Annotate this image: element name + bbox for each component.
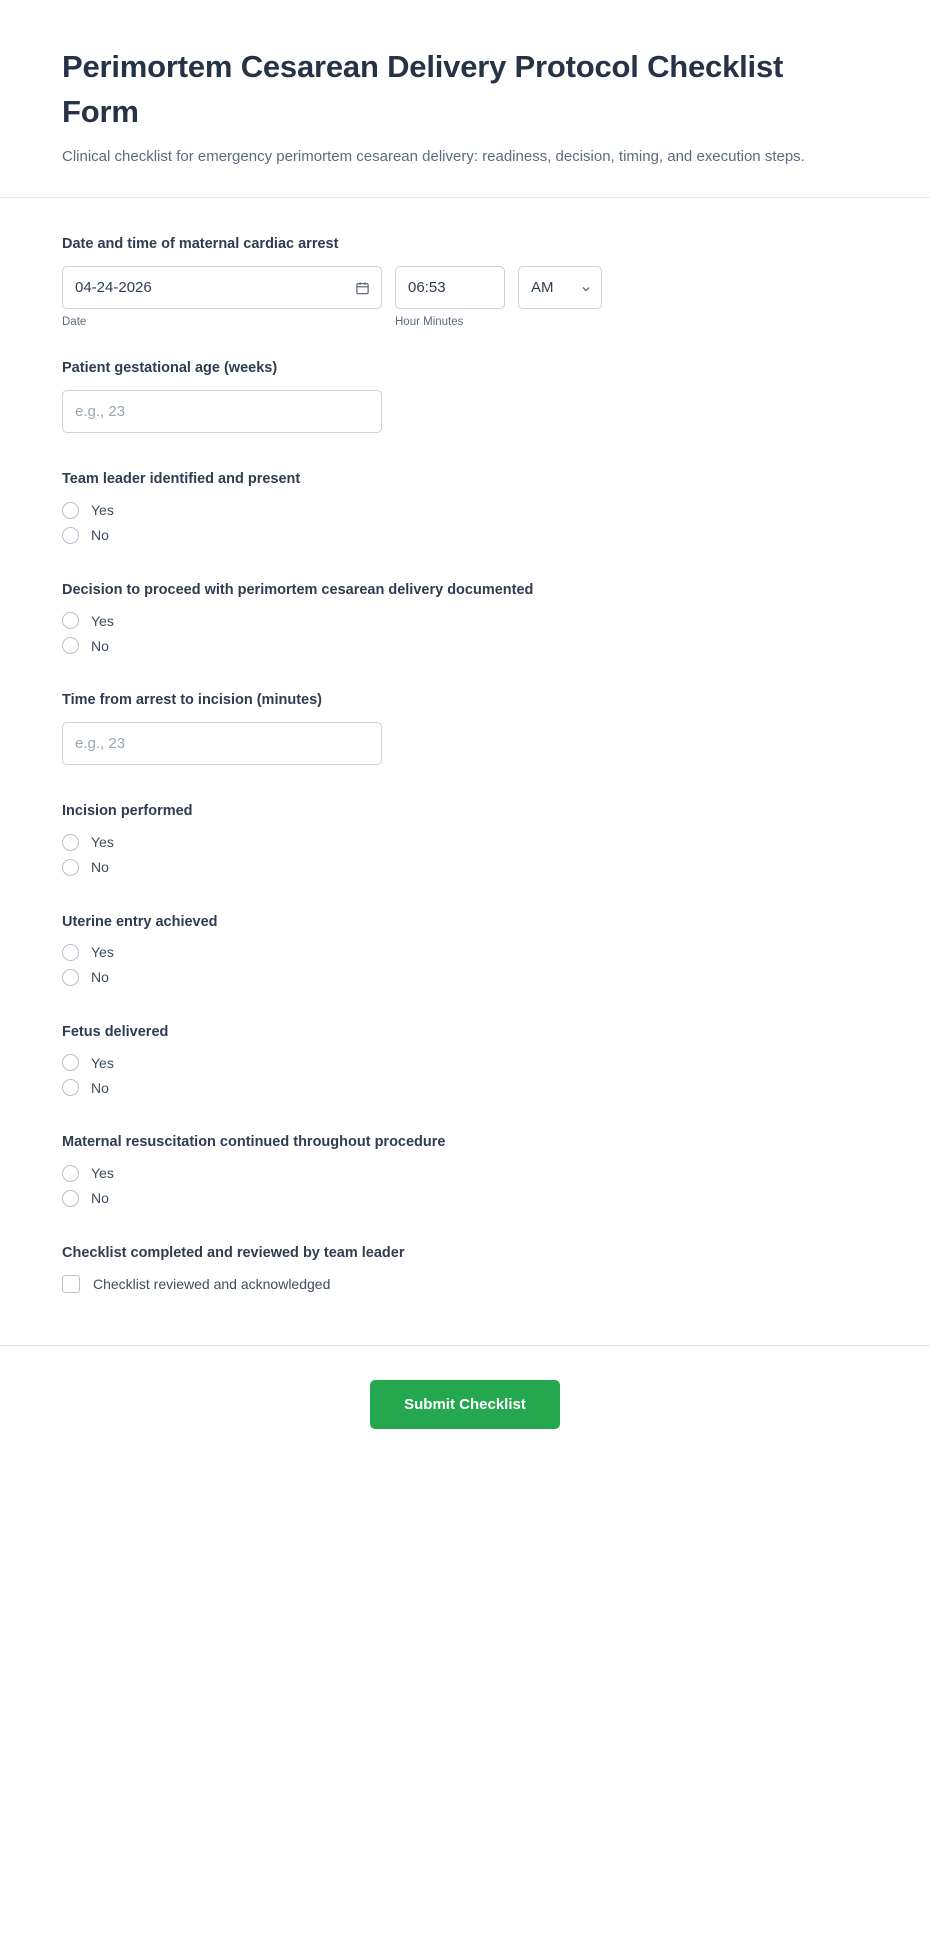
- checkbox-checklist-reviewed[interactable]: [62, 1275, 868, 1293]
- radio-team-leader-no[interactable]: [62, 527, 868, 544]
- field-checklist-reviewed: [62, 1243, 868, 1293]
- checkbox-label: Checklist reviewed and acknowledged: [93, 1275, 331, 1292]
- radio-icon[interactable]: [62, 1079, 79, 1096]
- field-maternal-resuscitation: [62, 1132, 868, 1206]
- ampm-value: AM: [531, 279, 554, 297]
- gestational-age-input[interactable]: [62, 390, 382, 433]
- checkbox-icon[interactable]: [62, 1275, 80, 1293]
- form-body: [0, 198, 930, 1345]
- radio-icon[interactable]: [62, 859, 79, 876]
- field-team-leader: [62, 469, 868, 543]
- radio-icon[interactable]: [62, 612, 79, 629]
- radio-incision-performed-no[interactable]: [62, 859, 868, 876]
- field-label-maternal-resuscitation: Maternal resuscitation continued throughout procedure: [62, 1134, 446, 1151]
- radio-fetus-delivered-yes[interactable]: [62, 1054, 868, 1071]
- radio-icon[interactable]: [62, 834, 79, 851]
- radio-label: No: [91, 1190, 109, 1207]
- radio-icon[interactable]: [62, 527, 79, 544]
- form-footer: [0, 1345, 930, 1469]
- date-group: [62, 266, 382, 328]
- field-label-uterine-entry: Uterine entry achieved: [62, 913, 218, 930]
- field-gestational-age: [62, 358, 868, 433]
- radio-label: Yes: [91, 1165, 114, 1182]
- field-label-arrest-to-incision: Time from arrest to incision (minutes): [62, 692, 322, 709]
- radio-fetus-delivered-no[interactable]: [62, 1079, 868, 1096]
- field-incision-performed: [62, 801, 868, 875]
- field-arrest-datetime: [62, 234, 868, 328]
- radio-icon[interactable]: [62, 969, 79, 986]
- page-title: Perimortem Cesarean Delivery Protocol Checklist Form: [62, 49, 784, 129]
- field-fetus-delivered: [62, 1022, 868, 1096]
- radio-label: No: [91, 637, 109, 654]
- calendar-icon[interactable]: [355, 280, 370, 295]
- radio-maternal-resuscitation-yes[interactable]: [62, 1165, 868, 1182]
- radio-label: Yes: [91, 944, 114, 961]
- radio-label: No: [91, 969, 109, 986]
- radio-icon[interactable]: [62, 502, 79, 519]
- arrest-to-incision-input[interactable]: [62, 722, 382, 765]
- ampm-select[interactable]: [518, 266, 602, 309]
- field-label-gestational-age: Patient gestational age (weeks): [62, 360, 278, 377]
- radio-icon[interactable]: [62, 637, 79, 654]
- submit-button[interactable]: Submit Checklist: [370, 1380, 560, 1429]
- radio-icon[interactable]: [62, 1190, 79, 1207]
- field-label-decision-documented: Decision to proceed with perimortem cesarean delivery documented: [62, 581, 534, 598]
- field-arrest-to-incision: [62, 690, 868, 765]
- time-input[interactable]: [395, 266, 505, 309]
- chevron-down-icon: [580, 282, 592, 294]
- radio-label: Yes: [91, 612, 114, 629]
- time-group: [395, 266, 505, 328]
- radio-label: Yes: [91, 1054, 114, 1071]
- field-label-incision-performed: Incision performed: [62, 803, 193, 820]
- radio-label: No: [91, 527, 109, 544]
- date-input[interactable]: [62, 266, 382, 309]
- field-uterine-entry: [62, 912, 868, 986]
- form-header: [0, 0, 930, 198]
- field-decision-documented: [62, 580, 868, 654]
- radio-uterine-entry-no[interactable]: [62, 969, 868, 986]
- field-label-arrest-datetime: Date and time of maternal cardiac arrest: [62, 235, 339, 252]
- date-sublabel: Date: [62, 316, 87, 329]
- ampm-group: [518, 266, 602, 309]
- radio-icon[interactable]: [62, 1165, 79, 1182]
- radio-label: Yes: [91, 834, 114, 851]
- datetime-row: [62, 266, 868, 328]
- field-label-fetus-delivered: Fetus delivered: [62, 1023, 169, 1040]
- time-sublabel: Hour Minutes: [395, 316, 464, 329]
- radio-label: No: [91, 1079, 109, 1096]
- radio-decision-documented-no[interactable]: [62, 637, 868, 654]
- radio-incision-performed-yes[interactable]: [62, 834, 868, 851]
- radio-decision-documented-yes[interactable]: [62, 612, 868, 629]
- field-label-checklist-reviewed: Checklist completed and reviewed by team leader: [62, 1244, 405, 1261]
- radio-icon[interactable]: [62, 1054, 79, 1071]
- radio-icon[interactable]: [62, 944, 79, 961]
- form-description: Clinical checklist for emergency perimortem cesarean delivery: readiness, decision, timing, and execution steps.: [62, 147, 805, 165]
- date-value: 04-24-2026: [75, 279, 152, 297]
- field-label-team-leader: Team leader identified and present: [62, 471, 301, 488]
- radio-maternal-resuscitation-no[interactable]: [62, 1190, 868, 1207]
- radio-label: Yes: [91, 502, 114, 519]
- radio-label: No: [91, 859, 109, 876]
- radio-team-leader-yes[interactable]: [62, 502, 868, 519]
- time-value: 06:53: [408, 279, 446, 297]
- radio-uterine-entry-yes[interactable]: [62, 944, 868, 961]
